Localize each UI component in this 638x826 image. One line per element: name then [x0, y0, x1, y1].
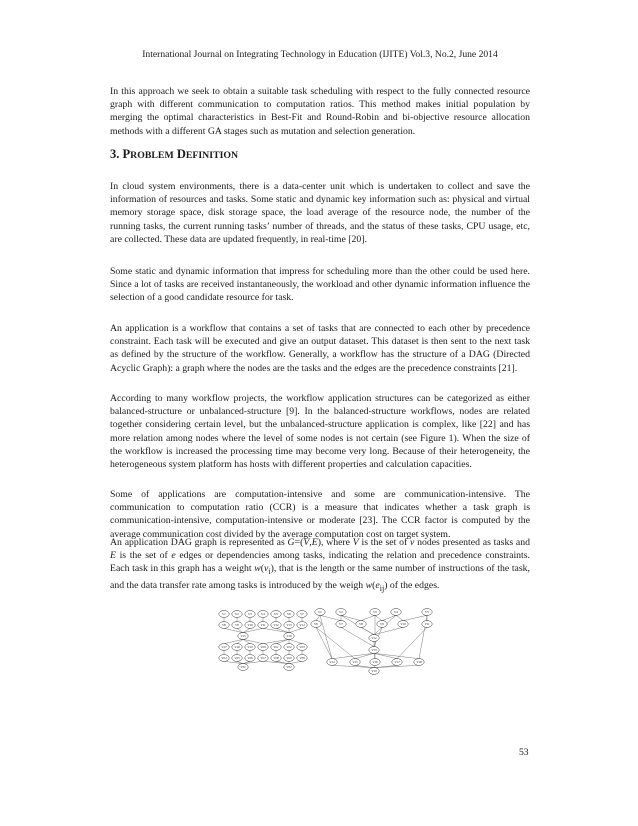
- graph-node: [245, 655, 255, 662]
- svg-text:V24: V24: [221, 656, 227, 661]
- journal-header: International Journal on Integrating Technology in Education (IJITE) Vol.3, No.2, June 2014: [142, 49, 498, 60]
- section-heading: 3. PROBLEM DEFINITION: [110, 147, 239, 161]
- svg-text:V31: V31: [240, 665, 246, 670]
- svg-text:V5: V5: [274, 612, 278, 617]
- svg-text:V3: V3: [248, 612, 252, 617]
- graph-node: [258, 644, 268, 651]
- graph-edge: [320, 615, 341, 620]
- graph-node: [219, 611, 229, 618]
- graph-edge: [320, 615, 332, 658]
- graph-node: [311, 621, 321, 628]
- graph-node: [238, 664, 248, 671]
- graph-node: [422, 609, 432, 616]
- svg-text:V26: V26: [247, 656, 253, 661]
- svg-text:V1: V1: [222, 612, 226, 617]
- graph-node: [370, 609, 380, 616]
- svg-text:V22: V22: [286, 645, 292, 650]
- intro-paragraph: In this approach we seek to obtain a suitable task scheduling with respect to the fully connected resource graph with different communication to computation ratios. This method makes initial population by merging the optimal characteristics in Best-Fit and Round-Robin and bi-objective resource allocation methods with a different GA stages such as mutation and selection generation.: [110, 86, 530, 137]
- graph-node: [369, 668, 379, 675]
- graph-node: [258, 622, 268, 629]
- svg-text:V9: V9: [380, 622, 384, 627]
- paragraph-data-center: In cloud system environments, there is a data-center unit which is undertaken to collect and save the information of resources and tasks. Some static and dynamic key information such as: physical and virtual memory storage space, disk storage space, the load average of the resource node, the number of the running tasks, the current running tasks’ number of threads, and the status of these tasks, CPU usage, etc, are collected. These data are updated frequently, in real-time [20].: [110, 181, 530, 245]
- graph-node: [422, 621, 432, 628]
- graph-edge: [374, 665, 375, 667]
- svg-text:V10: V10: [400, 622, 406, 627]
- graph-edge: [332, 653, 374, 658]
- graph-edge: [355, 653, 374, 658]
- graph-node: [327, 659, 337, 666]
- svg-text:V2: V2: [235, 612, 239, 617]
- graph-edge: [316, 615, 320, 620]
- graph-node: [370, 659, 380, 666]
- svg-text:V25: V25: [234, 656, 240, 661]
- svg-text:V4: V4: [394, 610, 398, 615]
- svg-text:V7: V7: [300, 612, 304, 617]
- graph-edge: [374, 653, 419, 658]
- svg-text:V15: V15: [352, 660, 358, 665]
- svg-text:V19: V19: [371, 669, 377, 674]
- svg-text:V15: V15: [240, 634, 246, 639]
- graph-node: [271, 622, 281, 629]
- graph-node: [377, 621, 387, 628]
- graph-node: [284, 633, 294, 640]
- graph-edge: [397, 627, 427, 658]
- svg-text:V27: V27: [260, 656, 266, 661]
- graph-node: [258, 655, 268, 662]
- graph-edge: [243, 628, 263, 632]
- graph-edge: [316, 627, 332, 658]
- graph-edge: [361, 627, 374, 634]
- svg-text:V17: V17: [394, 660, 400, 665]
- svg-text:V16: V16: [372, 660, 378, 665]
- svg-text:V17: V17: [221, 645, 227, 650]
- paragraph-workflow: An application is a workflow that contains a set of tasks that are connected to each other by precedence constraint. Each task will be executed and give an output dataset. This dataset is then sent to the next task as defined by the structure of the workflow. Generally, a workflow has the structure of a DAG (Directed Acyclic Graph): a graph where the nodes are the tasks and the edges are the precedence constraints [21].: [110, 323, 530, 374]
- graph-node: [271, 644, 281, 651]
- svg-text:V28: V28: [273, 656, 279, 661]
- svg-text:V13: V13: [371, 648, 377, 653]
- graph-node: [356, 621, 366, 628]
- graph-node: [232, 644, 242, 651]
- svg-text:V6: V6: [287, 612, 291, 617]
- paragraph-dag-definition: An application DAG graph is represented as G=(V,E), where V is the set of v nodes presented as tasks and E is the set of e edges or dependencies among tasks, indicating the relation and precedence constraints. Each task in this graph has a weight $w(v_i)$, that is the length or the same number of instructions of the task, and the data transfer rate among tasks is introduced by the weigh $w(e_{ij})$ of the edges.: [110, 537, 530, 593]
- graph-edge: [361, 615, 375, 620]
- svg-text:V5: V5: [425, 610, 429, 615]
- graph-edge: [289, 639, 302, 643]
- graph-edge: [374, 653, 397, 658]
- graph-edge: [276, 639, 289, 643]
- svg-text:V3: V3: [373, 610, 377, 615]
- graph-node: [391, 609, 401, 616]
- graph-node: [284, 611, 294, 618]
- svg-text:V8: V8: [359, 622, 363, 627]
- graph-node: [297, 622, 307, 629]
- graph-node: [245, 622, 255, 629]
- svg-text:V11: V11: [260, 623, 266, 628]
- svg-text:V13: V13: [286, 623, 292, 628]
- svg-text:V14: V14: [299, 623, 305, 628]
- graph-edge: [276, 628, 289, 632]
- graph-node: [369, 635, 379, 642]
- graph-edge: [375, 615, 382, 620]
- graph-node: [232, 622, 242, 629]
- graph-node: [414, 659, 424, 666]
- svg-text:V20: V20: [260, 645, 266, 650]
- graph-node: [271, 611, 281, 618]
- svg-text:V12: V12: [371, 636, 377, 641]
- svg-text:V18: V18: [416, 660, 422, 665]
- graph-edge: [341, 615, 361, 620]
- graph-edge: [289, 628, 302, 632]
- svg-text:V18: V18: [234, 645, 240, 650]
- svg-text:V29: V29: [286, 656, 292, 661]
- svg-text:V1: V1: [318, 610, 322, 615]
- graph-node: [271, 655, 281, 662]
- graph-node: [392, 659, 402, 666]
- paragraph-ccr: Some of applications are computation-intensive and some are communication-intensive. The communication to computation ratio (CCR) is a measure that indicates whether a task graph is communication-intensive, computation-intensive or moderate [23]. The CCR factor is computed by the average communication cost divided by the average computation cost on target system.: [110, 489, 530, 540]
- svg-text:V12: V12: [273, 623, 279, 628]
- graph-edge: [403, 615, 427, 620]
- svg-text:V19: V19: [247, 645, 253, 650]
- svg-text:V30: V30: [299, 656, 305, 661]
- graph-node: [238, 633, 248, 640]
- graph-node: [284, 655, 294, 662]
- graph-node: [297, 611, 307, 618]
- graph-edge: [396, 615, 403, 620]
- graph-node: [284, 664, 294, 671]
- graph-node: [284, 622, 294, 629]
- svg-text:V23: V23: [299, 645, 305, 650]
- svg-text:V14: V14: [329, 660, 335, 665]
- graph-node: [369, 647, 379, 654]
- graph-node: [315, 609, 325, 616]
- graph-edge: [289, 661, 302, 663]
- svg-text:V2: V2: [339, 610, 343, 615]
- graph-node: [232, 611, 242, 618]
- svg-text:V7: V7: [339, 622, 343, 627]
- page-number: 53: [519, 747, 529, 758]
- graph-edge: [374, 665, 419, 667]
- graph-node: [258, 611, 268, 618]
- paragraph-static-dynamic: Some static and dynamic information that impress for scheduling more than the other could be used here. Since a lot of tasks are received instantaneously, the workload and other dynamic information influence the selection of a good candidate resource for task.: [110, 266, 530, 304]
- svg-text:V21: V21: [273, 645, 279, 650]
- graph-edge: [263, 628, 289, 632]
- svg-text:V32: V32: [286, 665, 292, 670]
- paragraph-structures: According to many workflow projects, the workflow application structures can be categorized as either balanced-structure or unbalanced-structure [9]. In the balanced-structure workflows, nodes are related together considering certain level, but the unbalanced-structure application is complex, like [22] and has more relation among nodes where the level of some nodes is not certain (see Figure 1). When the size of the workflow is increased the processing time may become very long. Because of their heterogeneity, the heterogeneous system platform has hosts with different properties and calculation capacities.: [110, 393, 530, 471]
- graph-node: [297, 655, 307, 662]
- graph-node: [350, 659, 360, 666]
- graph-node: [297, 644, 307, 651]
- svg-text:V16: V16: [286, 634, 292, 639]
- graph-edge: [263, 661, 289, 663]
- svg-text:V11: V11: [424, 622, 430, 627]
- graph-node: [336, 621, 346, 628]
- graph-node: [245, 644, 255, 651]
- svg-text:V6: V6: [314, 622, 318, 627]
- graph-node: [219, 622, 229, 629]
- graph-edge: [243, 639, 263, 643]
- graph-edge: [332, 665, 374, 667]
- graph-node: [245, 611, 255, 618]
- graph-edge: [263, 639, 289, 643]
- graph-node: [219, 655, 229, 662]
- graph-node: [336, 609, 346, 616]
- svg-text:V4: V4: [261, 612, 265, 617]
- graph-edge: [382, 615, 396, 620]
- svg-text:V9: V9: [235, 623, 239, 628]
- svg-text:V10: V10: [247, 623, 253, 628]
- graph-node: [284, 644, 294, 651]
- graph-node: [232, 655, 242, 662]
- workflow-dag-figure: [221, 608, 444, 674]
- graph-node: [219, 644, 229, 651]
- graph-node: [398, 621, 408, 628]
- svg-text:V8: V8: [222, 623, 226, 628]
